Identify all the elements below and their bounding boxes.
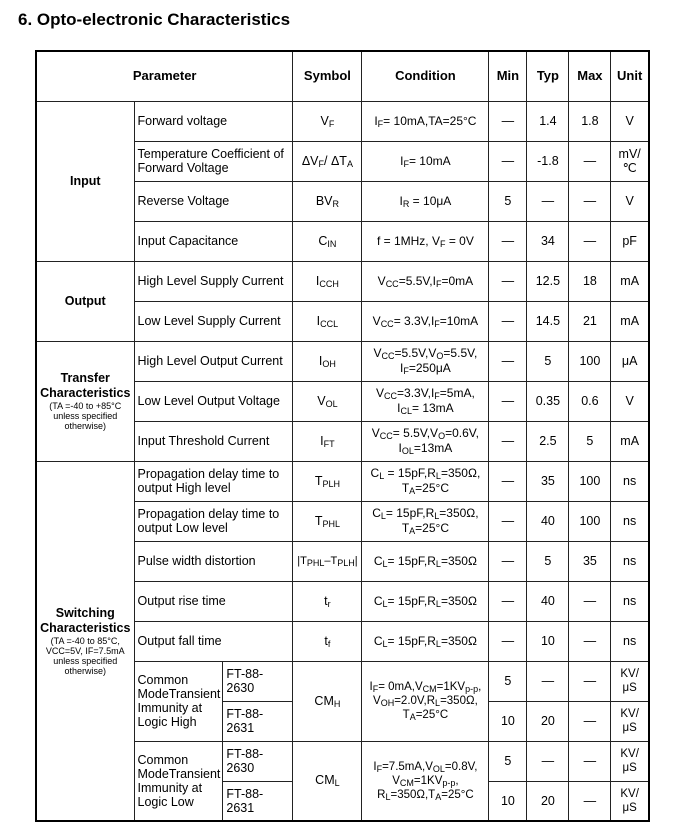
min-cell: —: [489, 581, 527, 621]
min-cell: 10: [489, 701, 527, 741]
unit-cell: V: [611, 381, 649, 421]
symbol-cell: VF: [293, 101, 362, 141]
symbol-cell: tf: [293, 621, 362, 661]
param-cell: High Level Supply Current: [134, 261, 293, 301]
symbol-cell: ΔVF/ ΔTA: [293, 141, 362, 181]
symbol-cell: TPHL: [293, 501, 362, 541]
symbol-cell: BVR: [293, 181, 362, 221]
typ-cell: —: [527, 181, 569, 221]
unit-cell: V: [611, 101, 649, 141]
unit-cell: KV/μS: [611, 781, 649, 821]
symbol-cell: CIN: [293, 221, 362, 261]
max-cell: 21: [569, 301, 611, 341]
condition-cell: VCC=5.5V,VO=5.5V, IF=250μA: [362, 341, 489, 381]
max-cell: —: [569, 621, 611, 661]
param-cell: Pulse width distortion: [134, 541, 293, 581]
min-cell: —: [489, 501, 527, 541]
param-cell: Output fall time: [134, 621, 293, 661]
unit-cell: mV/℃: [611, 141, 649, 181]
typ-cell: 40: [527, 501, 569, 541]
header-max: Max: [569, 51, 611, 101]
typ-cell: 20: [527, 781, 569, 821]
group-transfer: Transfer Characteristics (TA =-40 to +85°C unless specified otherwise): [36, 341, 134, 461]
typ-cell: 34: [527, 221, 569, 261]
min-cell: —: [489, 221, 527, 261]
symbol-cell: tr: [293, 581, 362, 621]
table-row: [36, 461, 649, 501]
min-cell: 5: [489, 181, 527, 221]
unit-cell: mA: [611, 261, 649, 301]
typ-cell: 2.5: [527, 421, 569, 461]
symbol-cell: ICCH: [293, 261, 362, 301]
typ-cell: 5: [527, 341, 569, 381]
symbol-cell: |TPHL–TPLH|: [293, 541, 362, 581]
max-cell: —: [569, 701, 611, 741]
param-cell: Propagation delay time to output Low level: [134, 501, 293, 541]
unit-cell: pF: [611, 221, 649, 261]
min-cell: —: [489, 421, 527, 461]
part-number-cell: FT-88-2630: [223, 661, 293, 701]
header-typ: Typ: [527, 51, 569, 101]
max-cell: —: [569, 141, 611, 181]
unit-cell: V: [611, 181, 649, 221]
max-cell: —: [569, 781, 611, 821]
param-cell: Common ModeTransient Immunity at Logic Low: [134, 741, 223, 821]
min-cell: —: [489, 461, 527, 501]
condition-cell: VCC= 5.5V,VO=0.6V, IOL=13mA: [362, 421, 489, 461]
param-cell: Output rise time: [134, 581, 293, 621]
max-cell: —: [569, 661, 611, 701]
typ-cell: 12.5: [527, 261, 569, 301]
param-cell: High Level Output Current: [134, 341, 293, 381]
unit-cell: ns: [611, 621, 649, 661]
condition-cell: IF= 10mA,TA=25°C: [362, 101, 489, 141]
part-number-cell: FT-88-2631: [223, 701, 293, 741]
min-cell: —: [489, 541, 527, 581]
unit-cell: mA: [611, 301, 649, 341]
param-cell: Input Threshold Current: [134, 421, 293, 461]
header-unit: Unit: [611, 51, 649, 101]
typ-cell: —: [527, 741, 569, 781]
min-cell: —: [489, 381, 527, 421]
min-cell: 10: [489, 781, 527, 821]
header-symbol: Symbol: [293, 51, 362, 101]
condition-cell: IF= 10mA: [362, 141, 489, 181]
min-cell: 5: [489, 661, 527, 701]
symbol-cell: CML: [293, 741, 362, 821]
table-row: [36, 101, 649, 141]
unit-cell: KV/μS: [611, 661, 649, 701]
typ-cell: 20: [527, 701, 569, 741]
max-cell: —: [569, 221, 611, 261]
condition-cell: IR = 10μA: [362, 181, 489, 221]
symbol-cell: IOH: [293, 341, 362, 381]
condition-cell: CL= 15pF,RL=350Ω: [362, 541, 489, 581]
max-cell: 100: [569, 501, 611, 541]
min-cell: —: [489, 101, 527, 141]
characteristics-table-wrapper: [35, 50, 650, 822]
typ-cell: 0.35: [527, 381, 569, 421]
typ-cell: 10: [527, 621, 569, 661]
section-heading: 6. Opto-electronic Characteristics: [18, 10, 291, 29]
unit-cell: KV/μS: [611, 701, 649, 741]
table-row: [36, 341, 649, 381]
condition-cell: CL= 15pF,RL=350Ω: [362, 621, 489, 661]
header-parameter: Parameter: [36, 51, 293, 101]
part-number-cell: FT-88-2631: [223, 781, 293, 821]
max-cell: —: [569, 181, 611, 221]
symbol-cell: IFT: [293, 421, 362, 461]
condition-cell: IF= 0mA,VCM=1KVp-p, VOH=2.0V,RL=350Ω, TA=25°C: [362, 661, 489, 741]
typ-cell: -1.8: [527, 141, 569, 181]
param-cell: Input Capacitance: [134, 221, 293, 261]
typ-cell: 35: [527, 461, 569, 501]
typ-cell: 14.5: [527, 301, 569, 341]
symbol-cell: TPLH: [293, 461, 362, 501]
condition-cell: f = 1MHz, VF = 0V: [362, 221, 489, 261]
min-cell: —: [489, 621, 527, 661]
typ-cell: 40: [527, 581, 569, 621]
max-cell: 100: [569, 461, 611, 501]
group-switching: Switching Characteristics (TA =-40 to 85°C, VCC=5V, IF=7.5mA unless specified otherwise): [36, 461, 134, 821]
characteristics-table: [35, 50, 650, 822]
unit-cell: ns: [611, 541, 649, 581]
min-cell: —: [489, 341, 527, 381]
unit-cell: ns: [611, 501, 649, 541]
symbol-cell: CMH: [293, 661, 362, 741]
param-cell: Low Level Supply Current: [134, 301, 293, 341]
param-cell: Low Level Output Voltage: [134, 381, 293, 421]
min-cell: —: [489, 141, 527, 181]
max-cell: 35: [569, 541, 611, 581]
unit-cell: μA: [611, 341, 649, 381]
typ-cell: —: [527, 661, 569, 701]
min-cell: 5: [489, 741, 527, 781]
min-cell: —: [489, 261, 527, 301]
typ-cell: 5: [527, 541, 569, 581]
unit-cell: mA: [611, 421, 649, 461]
symbol-cell: ICCL: [293, 301, 362, 341]
table-header-row: [36, 51, 649, 101]
max-cell: —: [569, 581, 611, 621]
header-condition: Condition: [362, 51, 489, 101]
symbol-cell: VOL: [293, 381, 362, 421]
unit-cell: KV/μS: [611, 741, 649, 781]
group-output: Output: [36, 261, 134, 341]
condition-cell: CL= 15pF,RL=350Ω: [362, 581, 489, 621]
condition-cell: CL = 15pF,RL=350Ω, TA=25°C: [362, 461, 489, 501]
param-cell: Temperature Coefficient of Forward Voltage: [134, 141, 293, 181]
condition-cell: IF=7.5mA,VOL=0.8V, VCM=1KVp-p, RL=350Ω,TA=25°C: [362, 741, 489, 821]
max-cell: —: [569, 741, 611, 781]
condition-cell: CL= 15pF,RL=350Ω, TA=25°C: [362, 501, 489, 541]
condition-cell: VCC= 3.3V,IF=10mA: [362, 301, 489, 341]
min-cell: —: [489, 301, 527, 341]
table-row: [36, 261, 649, 301]
header-min: Min: [489, 51, 527, 101]
max-cell: 5: [569, 421, 611, 461]
max-cell: 0.6: [569, 381, 611, 421]
unit-cell: ns: [611, 461, 649, 501]
param-cell: Propagation delay time to output High level: [134, 461, 293, 501]
param-cell: Common ModeTransient Immunity at Logic High: [134, 661, 223, 741]
part-number-cell: FT-88-2630: [223, 741, 293, 781]
max-cell: 100: [569, 341, 611, 381]
group-input: Input: [36, 101, 134, 261]
max-cell: 1.8: [569, 101, 611, 141]
condition-cell: VCC=3.3V,IF=5mA, ICL= 13mA: [362, 381, 489, 421]
max-cell: 18: [569, 261, 611, 301]
typ-cell: 1.4: [527, 101, 569, 141]
param-cell: Forward voltage: [134, 101, 293, 141]
unit-cell: ns: [611, 581, 649, 621]
param-cell: Reverse Voltage: [134, 181, 293, 221]
condition-cell: VCC=5.5V,IF=0mA: [362, 261, 489, 301]
